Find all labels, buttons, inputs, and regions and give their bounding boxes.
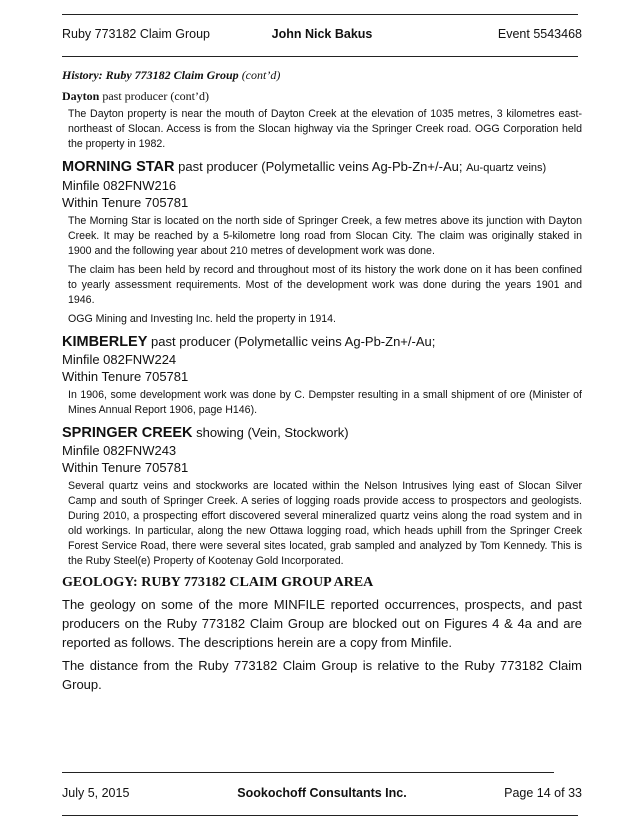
springer-creek-desc: showing (Vein, Stockwork): [196, 425, 349, 440]
dayton-desc: past producer (cont’d): [102, 89, 209, 103]
morning-star-paragraph-1: The Morning Star is located on the north side of Springer Creek, a few metres above its junction with Dayton Creek. It may be reached by a 5-kilometre long road from Slocan City. The claim was originally staked in 1900 and the following year about 210 metres of development work was done.: [68, 215, 582, 257]
header-center: John Nick Bakus: [271, 27, 373, 41]
dayton-paragraph: The Dayton property is near the mouth of Dayton Creek at the elevation of 1035 metres, 3 kilometres east-northeast of Slocan. Access is from the Slocan highway via the Springer Creek road. OGG Corporation held the property in 1982.: [68, 108, 582, 150]
history-heading: [62, 68, 582, 83]
footer-top-rule: [62, 772, 554, 773]
geology-paragraph-1: The geology on some of the more MINFILE reported occurrences, prospects, and past producers on the Ruby 773182 Claim Group are blocked out on Figures 4 & 4a and are reported as follows. The descriptions herein are a copy from Minfile.: [62, 597, 582, 650]
footer-date: July 5, 2015: [62, 786, 130, 800]
morning-star-desc: past producer (Polymetallic veins Ag-Pb-Zn+/-Au;: [178, 159, 463, 174]
springer-creek-tenure: Within Tenure 705781: [62, 460, 189, 475]
kimberley-name: KIMBERLEY: [62, 334, 148, 350]
dayton-name: Dayton: [62, 89, 100, 103]
morning-star-name: MORNING STAR: [62, 159, 175, 175]
geology-heading: GEOLOGY: RUBY 773182 CLAIM GROUP AREA: [62, 575, 374, 590]
footer-page-number: Page 14 of 33: [504, 786, 582, 800]
morning-star-tenure: Within Tenure 705781: [62, 195, 189, 210]
morning-star-paragraph-2: The claim has been held by record and throughout most of its history the work done on it has been confined to yearly assessment requirements. Most of the development work was done during the years 1901 and 1946.: [68, 264, 582, 306]
kimberley-paragraph: In 1906, some development work was done by C. Dempster resulting in a small shipment of ore (Minister of Mines Annual Report 1906, page H146).: [68, 389, 582, 416]
springer-creek-name: SPRINGER CREEK: [62, 425, 193, 441]
history-title: History: Ruby 773182 Claim Group: [62, 68, 239, 82]
header-top-rule: [62, 14, 578, 15]
header-bottom-rule: [62, 56, 578, 57]
morning-star-minfile: Minfile 082FNW216: [62, 178, 177, 193]
morning-star-desc-2: Au-quartz veins): [466, 162, 547, 174]
geology-paragraph-2: The distance from the Ruby 773182 Claim Group is relative to the Ruby 773182 Claim Group.: [62, 658, 582, 692]
kimberley-tenure: Within Tenure 705781: [62, 369, 189, 384]
morning-star-heading: [62, 158, 582, 177]
page-content: [62, 64, 582, 698]
history-cont: (cont’d): [241, 68, 281, 82]
springer-creek-paragraph: Several quartz veins and stockworks are located within the Nelson Intrusives lying east of Slocan Silver Camp and south of Springer Creek. A series of logging roads provide access to prospectors and geologists. During 2010, a prospecting effort discovered several mineralized quartz veins along the road system and in old workings. In particular, along the new Ottawa logging road, which heads uphill from the Springer Creek Forest Service Road, there were several sites located, grab sampled and analyzed by Tom Kennedy. This is the Ruby Steel(e) Property of Kootenay Gold Incorporated.: [68, 480, 582, 567]
dayton-heading: [62, 89, 582, 104]
header-left: Ruby 773182 Claim Group: [62, 27, 210, 41]
springer-creek-heading: [62, 424, 582, 442]
kimberley-minfile: Minfile 082FNW224: [62, 352, 177, 367]
morning-star-paragraph-3: OGG Mining and Investing Inc. held the property in 1914.: [68, 313, 336, 325]
springer-creek-minfile: Minfile 082FNW243: [62, 443, 177, 458]
footer-bottom-rule: [62, 815, 578, 816]
footer-company: Sookochoff Consultants Inc.: [237, 786, 407, 800]
header-right: Event 5543468: [497, 27, 582, 41]
kimberley-heading: [62, 333, 582, 351]
kimberley-desc: past producer (Polymetallic veins Ag-Pb-Zn+/-Au;: [151, 334, 436, 349]
